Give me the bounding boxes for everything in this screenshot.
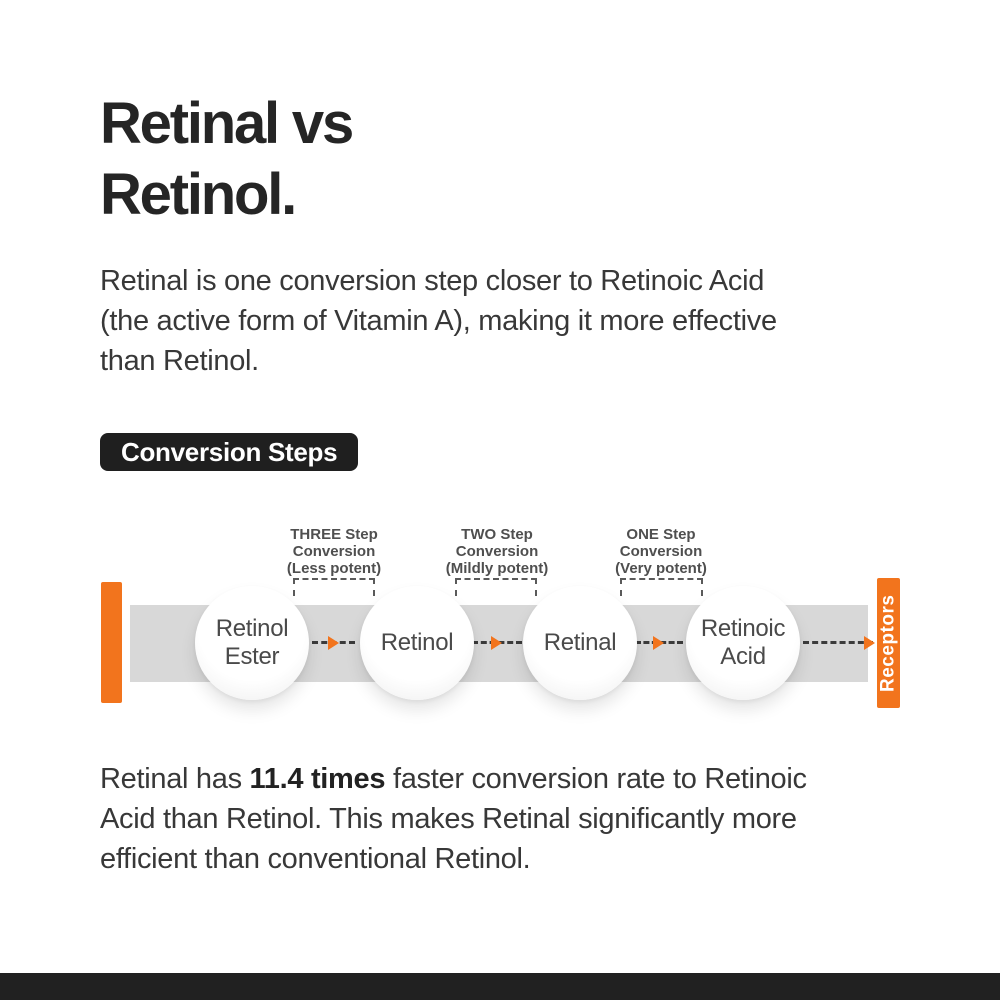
intro-paragraph bbox=[100, 261, 777, 381]
page-title bbox=[100, 88, 352, 230]
conversion-steps-badge: Conversion Steps bbox=[100, 433, 358, 471]
step-label-one: ONE Step Conversion (Very potent) bbox=[615, 526, 707, 577]
left-orange-bar bbox=[101, 582, 122, 703]
node-retinal: Retinal bbox=[523, 586, 637, 700]
bracket-one-step bbox=[620, 578, 703, 596]
conclusion-line-2: Acid than Retinol. This makes Retinal significantly more bbox=[100, 803, 797, 835]
arrow-retinoic-acid-to-receptors bbox=[803, 636, 873, 650]
conclusion-paragraph bbox=[100, 759, 807, 879]
step-label-two: TWO Step Conversion (Mildly potent) bbox=[445, 526, 549, 577]
conclusion-line-3: efficient than conventional Retinol. bbox=[100, 843, 531, 875]
arrow-retinol-to-retinal bbox=[472, 636, 522, 650]
node-retinoic-acid: Retinoic Acid bbox=[686, 586, 800, 700]
title-line-2: Retinol. bbox=[100, 162, 296, 227]
conclusion-line-1: Retinal has 11.4 times faster conversion rate to Retinoic bbox=[100, 763, 807, 795]
receptors-bar bbox=[877, 578, 900, 708]
intro-line-2: (the active form of Vitamin A), making it more effective bbox=[100, 305, 777, 337]
bracket-three-step bbox=[293, 578, 375, 596]
conversion-diagram bbox=[0, 525, 1000, 725]
arrow-retinal-to-retinoic-acid bbox=[635, 636, 683, 650]
intro-line-1: Retinal is one conversion step closer to Retinoic Acid bbox=[100, 265, 765, 297]
step-label-three: THREE Step Conversion (Less potent) bbox=[286, 526, 382, 577]
node-retinol: Retinol bbox=[360, 586, 474, 700]
arrow-right-icon bbox=[491, 636, 502, 650]
arrow-retinol-ester-to-retinol bbox=[312, 636, 355, 650]
receptors-label: Receptors bbox=[877, 594, 899, 692]
intro-line-3: than Retinol. bbox=[100, 345, 259, 377]
arrow-right-icon bbox=[653, 636, 664, 650]
node-retinol-ester: Retinol Ester bbox=[195, 586, 309, 700]
bracket-two-step bbox=[455, 578, 537, 596]
bottom-black-bar bbox=[0, 973, 1000, 1000]
title-line-1: Retinal vs bbox=[100, 91, 352, 156]
highlight-11-4-times: 11.4 times bbox=[249, 763, 386, 795]
arrow-right-icon bbox=[328, 636, 339, 650]
arrow-right-icon bbox=[864, 636, 875, 650]
